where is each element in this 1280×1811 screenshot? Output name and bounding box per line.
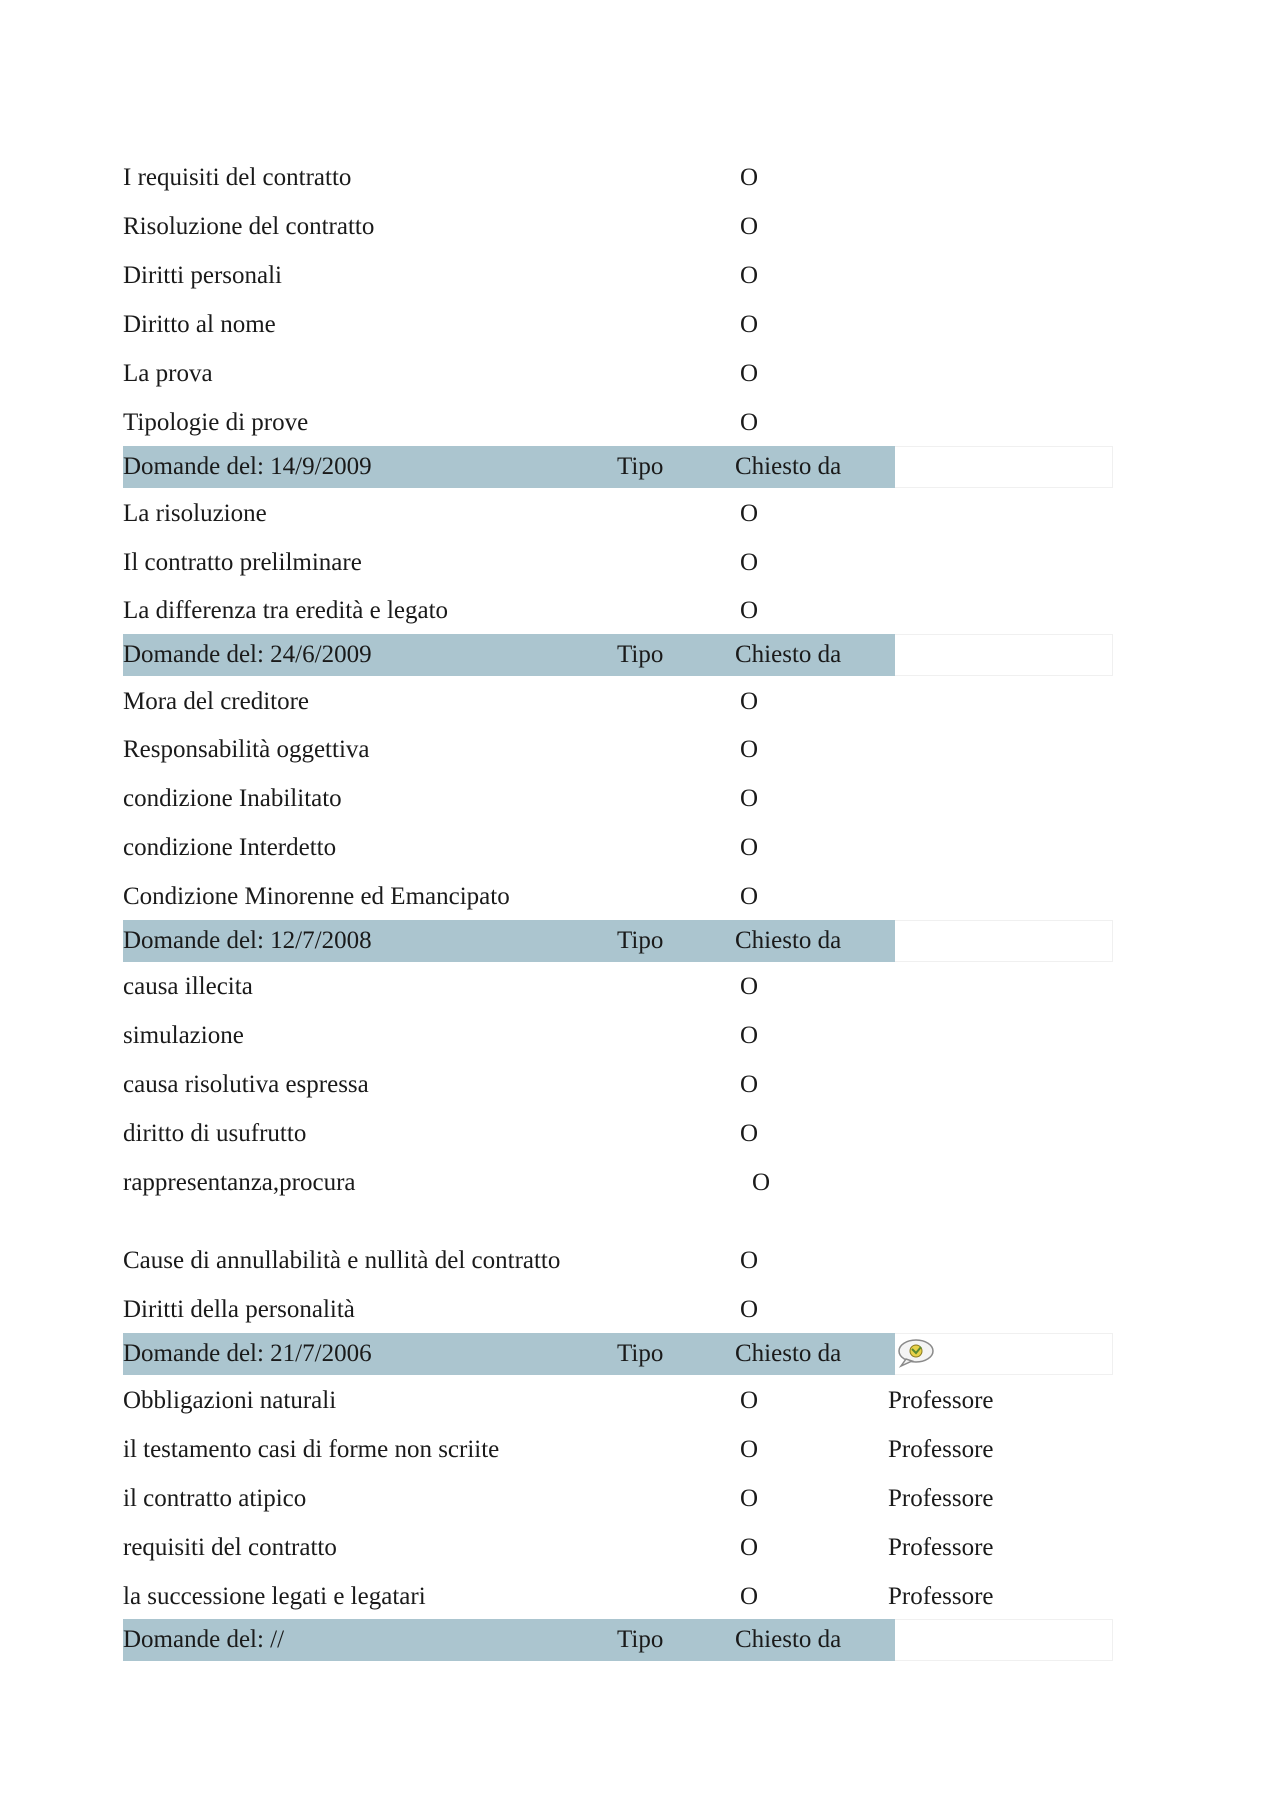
question-type: O: [740, 549, 759, 576]
question-text: Diritto al nome: [123, 311, 276, 338]
question-row: [0, 255, 1280, 297]
section-header: [0, 920, 1280, 962]
asked-by: Professore: [888, 1387, 994, 1414]
section-date: Domande del: 21/7/2006: [123, 1340, 372, 1367]
question-row: [0, 1289, 1280, 1331]
question-row: [0, 1380, 1280, 1422]
question-row: [0, 590, 1280, 632]
question-text: causa illecita: [123, 973, 253, 1000]
question-type: O: [740, 1296, 759, 1323]
question-text: condizione Interdetto: [123, 834, 337, 861]
question-row: [0, 966, 1280, 1008]
question-row: [0, 493, 1280, 535]
question-row: [0, 1478, 1280, 1520]
question-text: Risoluzione del contratto: [123, 213, 375, 240]
question-type: O: [740, 1071, 759, 1098]
question-text: simulazione: [123, 1022, 244, 1049]
question-row: [0, 827, 1280, 869]
header-empty-cell: [895, 1619, 1113, 1661]
question-row: [0, 1064, 1280, 1106]
question-type: O: [740, 1120, 759, 1147]
column-tipo: Tipo: [617, 927, 664, 954]
column-chiesto-da: Chiesto da: [735, 927, 842, 954]
question-text: La prova: [123, 360, 213, 387]
section-date: Domande del: //: [123, 1626, 285, 1653]
question-text: requisiti del contratto: [123, 1534, 337, 1561]
question-type: O: [740, 597, 759, 624]
question-type: O: [752, 1169, 771, 1196]
question-row: [0, 729, 1280, 771]
question-text: il testamento casi di forme non scriite: [123, 1436, 500, 1463]
question-type: O: [740, 834, 759, 861]
column-chiesto-da: Chiesto da: [735, 641, 842, 668]
question-text: rappresentanza,procura: [123, 1169, 356, 1196]
question-type: O: [740, 213, 759, 240]
question-type: O: [740, 785, 759, 812]
question-row: [0, 876, 1280, 918]
question-text: I requisiti del contratto: [123, 164, 352, 191]
question-type: O: [740, 1436, 759, 1463]
column-chiesto-da: Chiesto da: [735, 453, 842, 480]
question-text: causa risolutiva espressa: [123, 1071, 369, 1098]
section-date: Domande del: 14/9/2009: [123, 453, 372, 480]
question-row: [0, 778, 1280, 820]
question-row: [0, 353, 1280, 395]
column-chiesto-da: Chiesto da: [735, 1626, 842, 1653]
question-text: Condizione Minorenne ed Emancipato: [123, 883, 510, 910]
question-row: [0, 402, 1280, 444]
column-tipo: Tipo: [617, 1340, 664, 1367]
question-type: O: [740, 1022, 759, 1049]
question-type: O: [740, 1534, 759, 1561]
question-row: [0, 1576, 1280, 1618]
question-row: [0, 1015, 1280, 1057]
question-row: [0, 1429, 1280, 1471]
section-date: Domande del: 12/7/2008: [123, 927, 372, 954]
question-row: [0, 681, 1280, 723]
column-tipo: Tipo: [617, 453, 664, 480]
question-type: O: [740, 688, 759, 715]
column-tipo: Tipo: [617, 641, 664, 668]
header-empty-cell: [895, 634, 1113, 676]
question-row: [0, 1113, 1280, 1155]
asked-by: Professore: [888, 1485, 994, 1512]
question-type: O: [740, 1247, 759, 1274]
column-tipo: Tipo: [617, 1626, 664, 1653]
question-row: [0, 1162, 1280, 1204]
question-type: O: [740, 736, 759, 763]
question-text: La differenza tra eredità e legato: [123, 597, 449, 624]
question-text: Il contratto prelilminare: [123, 549, 362, 576]
column-chiesto-da: Chiesto da: [735, 1340, 842, 1367]
section-header: [0, 446, 1280, 488]
question-text: Tipologie di prove: [123, 409, 309, 436]
question-text: Obbligazioni naturali: [123, 1387, 337, 1414]
question-type: O: [740, 1485, 759, 1512]
section-header: [0, 1619, 1280, 1661]
section-header: [0, 1333, 1280, 1375]
question-row: [0, 157, 1280, 199]
question-text: la successione legati e legatari: [123, 1583, 426, 1610]
question-type: O: [740, 1387, 759, 1414]
question-type: O: [740, 262, 759, 289]
section-header: [0, 634, 1280, 676]
header-empty-cell: [895, 920, 1113, 962]
question-text: Cause di annullabilità e nullità del contratto: [123, 1247, 561, 1274]
asked-by: Professore: [888, 1436, 994, 1463]
question-type: O: [740, 164, 759, 191]
question-text: Diritti della personalità: [123, 1296, 355, 1323]
question-row: [0, 1527, 1280, 1569]
question-type: O: [740, 409, 759, 436]
question-text: Mora del creditore: [123, 688, 310, 715]
question-text: diritto di usufrutto: [123, 1120, 307, 1147]
question-type: O: [740, 1583, 759, 1610]
question-type: O: [740, 360, 759, 387]
question-row: [0, 1240, 1280, 1282]
question-row: [0, 542, 1280, 584]
question-type: O: [740, 311, 759, 338]
chat-bubble-icon[interactable]: [896, 1338, 936, 1368]
section-date: Domande del: 24/6/2009: [123, 641, 372, 668]
question-text: il contratto atipico: [123, 1485, 307, 1512]
question-row: [0, 304, 1280, 346]
asked-by: Professore: [888, 1583, 994, 1610]
question-row: [0, 206, 1280, 248]
question-text: condizione Inabilitato: [123, 785, 342, 812]
question-text: Responsabilità oggettiva: [123, 736, 370, 763]
question-text: Diritti personali: [123, 262, 282, 289]
question-text: La risoluzione: [123, 500, 267, 527]
question-type: O: [740, 883, 759, 910]
asked-by: Professore: [888, 1534, 994, 1561]
header-empty-cell: [895, 446, 1113, 488]
question-type: O: [740, 973, 759, 1000]
question-type: O: [740, 500, 759, 527]
